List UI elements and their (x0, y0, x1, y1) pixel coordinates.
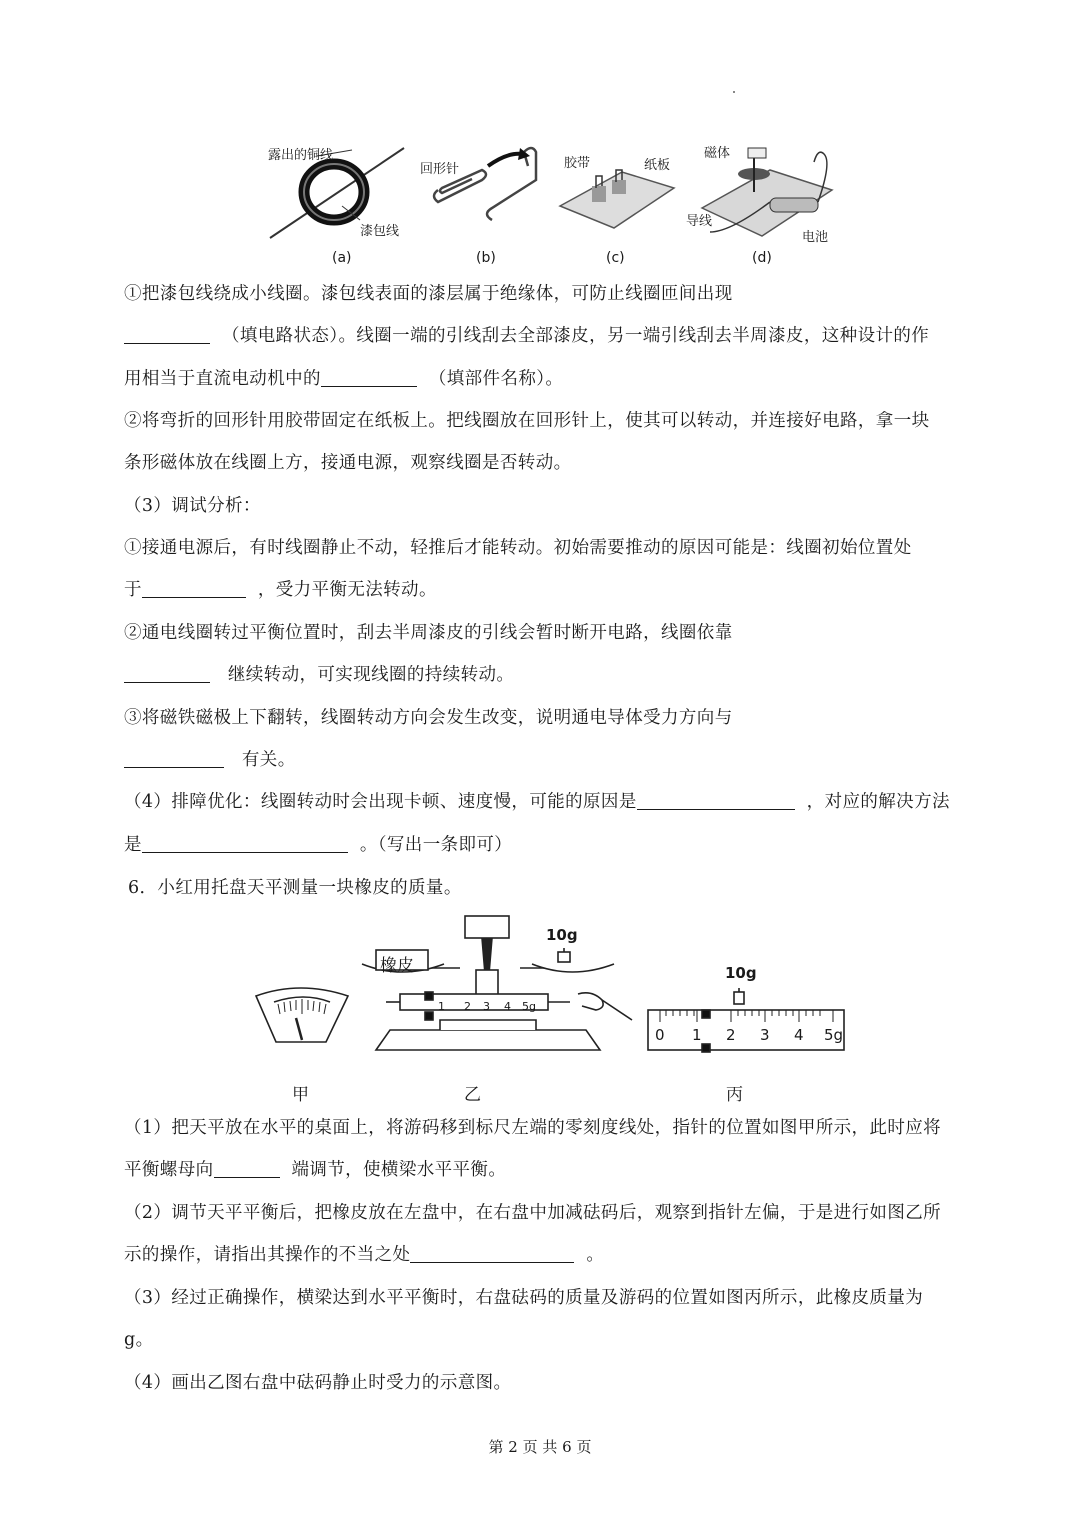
q5-line (124, 282, 984, 306)
q5-line (124, 536, 984, 560)
text: 继续转动，可实现线圈的持续转动。 (227, 665, 515, 685)
motor-figure (262, 136, 842, 276)
text: ②通电线圈转过平衡位置时，刮去半周漆皮的引线会暂时断开电路，线圈依靠 (124, 623, 733, 643)
label-cardboard: 纸板 (644, 158, 671, 173)
answer-blank[interactable] (321, 368, 417, 387)
ruler-drawing (648, 988, 844, 1052)
answer-blank[interactable] (637, 791, 795, 810)
text: （1）把天平放在水平的桌面上，将游码移到标尺左端的零刻度线处，指针的位置如图甲所示，此时应将 (124, 1118, 942, 1138)
caption-bing: 丙 (726, 1085, 743, 1105)
small-tick-5g: 5g (522, 1000, 536, 1013)
text: g。 (124, 1330, 154, 1350)
ruler-tick-3: 3 (760, 1026, 770, 1044)
scan-speck (733, 91, 735, 93)
q6-line (124, 1371, 984, 1395)
q6-line (124, 1158, 984, 1182)
text: 用相当于直流电动机中的 (124, 369, 321, 389)
label-tape: 胶带 (564, 156, 591, 171)
small-tick-3: 3 (483, 1000, 490, 1013)
q5-line (124, 324, 984, 348)
q5-line (124, 367, 984, 391)
label-magnet: 磁体 (704, 146, 731, 161)
text: （填电路状态）。线圈一端的引线刮去全部漆皮，另一端引线刮去半周漆皮，这种设计的作 (221, 326, 930, 346)
ruler-tick-5g: 5g (824, 1026, 844, 1044)
text: （3）调试分析： (124, 496, 261, 516)
text: ①接通电源后，有时线圈静止不动，轻推后才能转动。初始需要推动的原因可能是：线圈初始位置处 (124, 538, 912, 558)
q5-line (124, 790, 984, 814)
caption-c: (c) (606, 250, 625, 266)
text: 。（写出一条即可） (359, 835, 513, 855)
q6-line (124, 1286, 984, 1310)
text: 平衡螺母向 (124, 1160, 214, 1180)
answer-blank[interactable] (142, 834, 348, 853)
ruler-tick-0: 0 (655, 1026, 665, 1044)
answer-blank[interactable] (124, 664, 210, 683)
eraser-label: 橡皮 (380, 956, 414, 976)
caption-d: (d) (752, 250, 772, 266)
text: ，对应的解决方法 (806, 792, 950, 812)
answer-blank[interactable] (214, 1159, 280, 1178)
caption-yi: 乙 (464, 1085, 481, 1105)
answer-blank[interactable] (124, 749, 224, 768)
q6-line (124, 1116, 984, 1140)
ruler-tick-1: 1 (692, 1026, 702, 1044)
text: （4）画出乙图右盘中砝码静止时受力的示意图。 (124, 1373, 512, 1393)
balance-drawing (362, 916, 632, 1050)
q5-line (124, 663, 984, 687)
text: 端调节，使横梁水平平衡。 (291, 1160, 507, 1180)
label-exposed-wire: 露出的铜线 (268, 148, 334, 163)
caption-a: (a) (332, 250, 352, 266)
text: 6．小红用托盘天平测量一块橡皮的质量。 (128, 878, 462, 898)
q5-line (124, 494, 984, 518)
text: ②将弯折的回形针用胶带固定在纸板上。把线圈放在回形针上，使其可以转动，并连接好电路，拿一块 (124, 411, 930, 431)
text: 。 (586, 1245, 605, 1265)
answer-blank[interactable] (410, 1244, 574, 1263)
q5-line (124, 409, 984, 433)
text: ，受力平衡无法转动。 (257, 580, 437, 600)
q5-line (124, 621, 984, 645)
cardboard-drawing (560, 170, 674, 228)
small-tick-1: 1 (438, 1000, 445, 1013)
q6-line (124, 1243, 984, 1267)
label-paperclip: 回形针 (420, 162, 460, 177)
device-drawing (702, 148, 832, 236)
ruler-tick-2: 2 (726, 1026, 736, 1044)
weight-label-bing: 10g (725, 964, 757, 982)
q6-line (124, 1328, 984, 1352)
balance-figure (250, 910, 850, 1110)
label-battery: 电池 (802, 230, 829, 245)
text: （3）经过正确操作，横梁达到水平平衡时，右盘砝码的质量及游码的位置如图丙所示，此橡皮质量为 (124, 1288, 924, 1308)
text: （填部件名称）。 (428, 369, 564, 389)
page-footer: 第 2 页 共 6 页 (488, 1438, 592, 1456)
label-wire: 导线 (686, 214, 713, 229)
q5-line (124, 578, 984, 602)
q5-line (124, 833, 984, 857)
text: 条形磁体放在线圈上方，接通电源，观察线圈是否转动。 (124, 453, 572, 473)
small-tick-2: 2 (464, 1000, 471, 1013)
q6-title (128, 876, 984, 900)
ruler-tick-4: 4 (794, 1026, 804, 1044)
text: （2）调节天平平衡后，把橡皮放在左盘中，在右盘中加减砝码后，观察到指针左偏，于是进行如图乙所 (124, 1203, 942, 1223)
q5-line (124, 451, 984, 475)
pointer-dial-drawing (256, 988, 348, 1042)
text: ①把漆包线绕成小线圈。漆包线表面的漆层属于绝缘体，可防止线圈匝间出现 (124, 284, 733, 304)
answer-blank[interactable] (142, 579, 246, 598)
small-tick-4: 4 (504, 1000, 511, 1013)
text: （4）排障优化：线圈转动时会出现卡顿、速度慢，可能的原因是 (124, 792, 637, 812)
text: 有关。 (241, 750, 296, 770)
q5-line (124, 706, 984, 730)
text: 是 (124, 835, 142, 855)
text: ③将磁铁磁极上下翻转，线圈转动方向会发生改变，说明通电导体受力方向与 (124, 708, 733, 728)
q5-line (124, 748, 984, 772)
text: 于 (124, 580, 142, 600)
weight-label-yi: 10g (546, 926, 578, 944)
caption-b: (b) (476, 250, 496, 266)
text: 示的操作，请指出其操作的不当之处 (124, 1245, 411, 1265)
caption-jia: 甲 (292, 1085, 309, 1105)
answer-blank[interactable] (124, 325, 210, 344)
q6-line (124, 1201, 984, 1225)
label-enamel-wire: 漆包线 (360, 224, 400, 239)
